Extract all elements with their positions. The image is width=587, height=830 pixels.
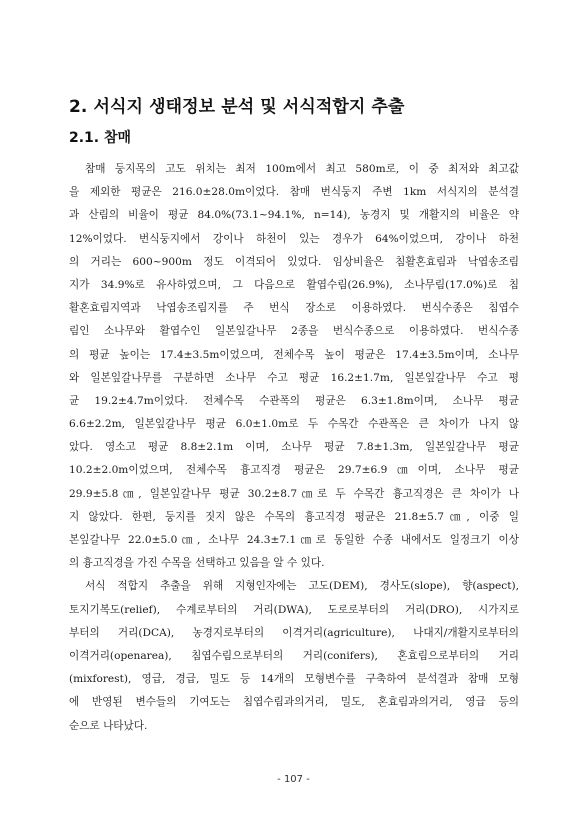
paragraph-line: 지가 34.9%로 유사하였으며, 그 다음으로 활엽수림(26.9%), 소나무림(17.0%)로 침 bbox=[69, 278, 519, 291]
paragraph-line: 을 제외한 평균은 216.0±28.0m이었다. 참매 번식둥지 주변 1km 서식지의 분석결 bbox=[69, 186, 519, 199]
paragraph-line: (mixforest), 영급, 경급, 밀도 등 14개의 모형변수를 구축하여 분석결과 참매 모형 bbox=[69, 673, 519, 686]
paragraph-line: 의 평균 높이는 17.4±3.5m이었으며, 전체수목 높이 평균은 17.4±3.5m이며, 소나무 bbox=[69, 348, 519, 361]
page-number: - 107 - bbox=[277, 774, 310, 785]
paragraph-line: 참매 둥지목의 고도 위치는 최저 100m에서 최고 580m로, 이 중 최저와 최고값 bbox=[85, 163, 519, 175]
paragraph-line: 순으로 나타났다. bbox=[69, 719, 148, 732]
subsection-title: 2.1. 참매 bbox=[69, 130, 132, 146]
paragraph-line: 았다. 영소고 평균 8.8±2.1m 이며, 소나무 평균 7.8±1.3m, 일본잎갈나무 평균 bbox=[69, 441, 519, 454]
paragraph-line: 활혼효림지역과 낙엽송조림지를 주 번식 장소로 이용하였다. 번식수종은 침엽수 bbox=[69, 302, 519, 315]
paragraph-line: 지 않았다. 한편, 둥지를 짓지 않은 수목의 흉고직경 평균은 21.8±5.7㎝, 이중 일 bbox=[69, 510, 519, 523]
paragraph-line: 과 산림의 비율이 평균 84.0%(73.1~94.1%, n=14), 농경지 및 개활지의 비율은 약 bbox=[69, 209, 519, 222]
body-text bbox=[69, 158, 519, 738]
section-title: 2. 서식지 생태정보 분석 및 서식적합지 추출 bbox=[69, 97, 405, 117]
paragraph-line: 10.2±2.0m이었으며, 전체수목 흉고직경 평균은 29.7±6.9㎝이며, 소나무 평균 bbox=[69, 464, 519, 477]
paragraph-line: 림인 소나무와 활엽수인 일본잎갈나무 2종을 번식수종으로 이용하였다. 번식수종 bbox=[69, 325, 519, 338]
paragraph-line: 의 흉고직경을 가진 수목을 선택하고 있음을 알 수 있다. bbox=[69, 557, 325, 570]
paragraph-line: 서식 적합지 추출을 위해 지형인자에는 고도(DEM), 경사도(slope), 향(aspect), bbox=[85, 580, 519, 593]
paragraph-line: 12%이었다. 번식둥지에서 강이나 하천이 있는 경우가 64%이었으며, 강이나 하천 bbox=[69, 232, 519, 245]
paragraph-line: 의 거리는 600~900m 정도 이격되어 있었다. 임상비율은 침활혼효림과 낙엽송조림 bbox=[69, 255, 519, 268]
paragraph-line: 에 반영된 변수들의 기여도는 침엽수림과의거리, 밀도, 혼효림과의거리, 영급 등의 bbox=[69, 696, 519, 709]
paragraph-line: 균 19.2±4.7m이었다. 전체수목 수관폭의 평균은 6.3±1.8m이며, 소나무 평균 bbox=[69, 394, 519, 407]
paragraph-line: 와 일본잎갈나무를 구분하면 소나무 수고 평균 16.2±1.7m, 일본잎갈나무 수고 평 bbox=[69, 371, 519, 384]
paragraph-line: 부터의 거리(DCA), 농경지로부터의 이격거리(agriculture), 나대지/개활지로부터의 bbox=[69, 626, 519, 639]
paragraph-line: 29.9±5.8㎝, 일본잎갈나무 평균 30.2±8.7㎝로 두 수목간 흉고직경은 큰 차이가 나 bbox=[69, 487, 519, 500]
paragraph-line: 본잎갈나무 22.0±5.0㎝, 소나무 24.3±7.1㎝로 동일한 수종 내에서도 일정크기 이상 bbox=[69, 534, 519, 546]
paragraph-line: 토지기복도(relief), 수계로부터의 거리(DWA), 도로로부터의 거리(DRO), 시가지로 bbox=[69, 603, 519, 616]
paragraph-line: 6.6±2.2m, 일본잎갈나무 평균 6.0±1.0m로 두 수목간 수관폭은 큰 차이가 나지 않 bbox=[69, 418, 519, 431]
paragraph-line: 이격거리(openarea), 침엽수림으로부터의 거리(conifers), 혼효림으로부터의 거리 bbox=[69, 649, 519, 662]
